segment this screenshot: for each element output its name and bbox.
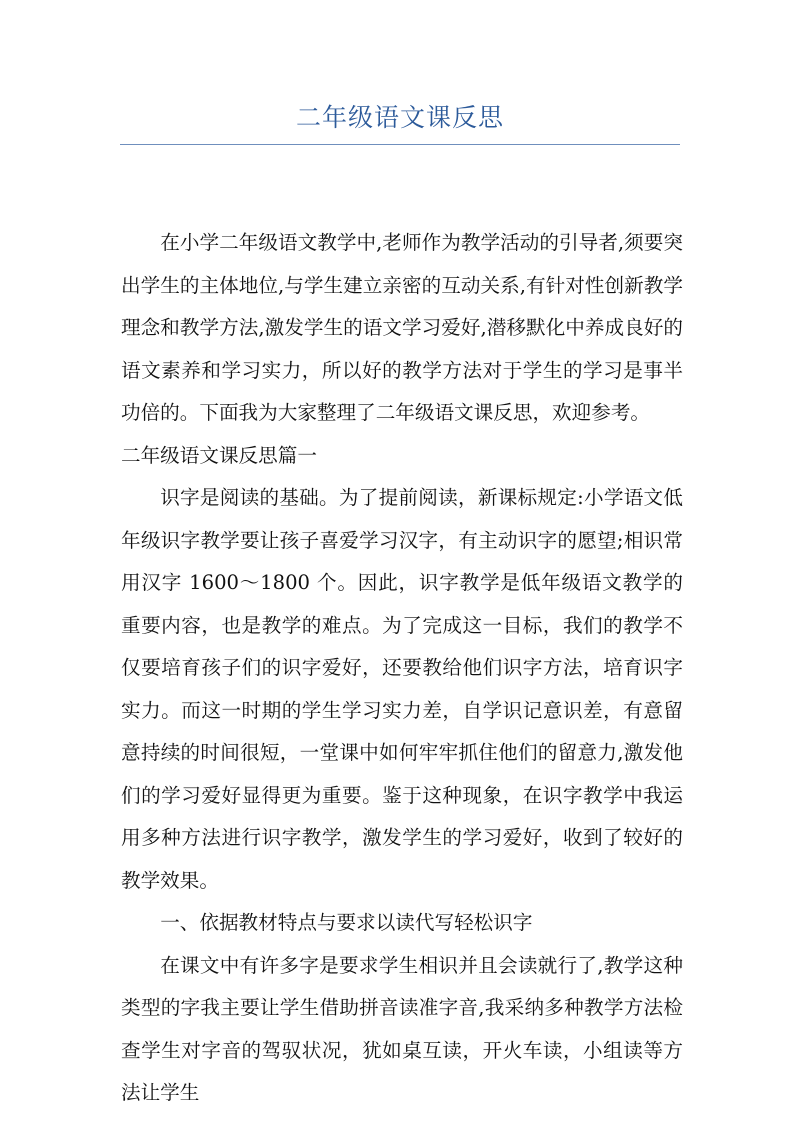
subsection-heading: 一、依据教材特点与要求以读代写轻松识字 [160,911,533,934]
title-divider [120,144,680,145]
section-title: 二年级语文课反思篇一 [121,443,317,467]
document-body [121,222,683,1115]
body-paragraph: 识字是阅读的基础。为了提前阅读，新课标规定:小学语文低年级识字教学要让孩子喜爱学习汉字，有主动识字的愿望;相识常用汉字 1600～1800 个。因此，识字教学是低年级语文教学的重要内容，也是教学的难点。为了完成这一目标，我们的教学不仅要培育孩子们的识字爱好，还要教给他们识字方法，培育识字实力。而这一时期的学生学习实力差，自学识记意识差，有意留意持续的时间很短，一堂课中如何牢牢抓住他们的留意力,激发他们的学习爱好显得更为重要。鉴于这种现象，在识字教学中我运用多种方法进行识字教学，激发学生的学习爱好，收到了较好的教学效果。 [121,486,683,892]
body-paragraph: 在课文中有许多字是要求学生相识并且会读就行了,教学这种类型的字我主要让学生借助拼音读准字音,我采纳多种教学方法检查学生对字音的驾驭状况，犹如桌互读，开火车读，小组读等方法让学生 [121,953,683,1104]
document-title: 二年级语文课反思 [295,103,504,132]
intro-paragraph: 在小学二年级语文教学中,老师作为教学活动的引导者,须要突出学生的主体地位,与学生建立亲密的互动关系,有针对性创新教学理念和教学方法,激发学生的语文学习爱好,潜移默化中养成良好的语文素养和学习实力，所以好的教学方法对于学生的学习是事半功倍的。下面我为大家整理了二年级语文课反思，欢迎参考。 [121,231,683,424]
